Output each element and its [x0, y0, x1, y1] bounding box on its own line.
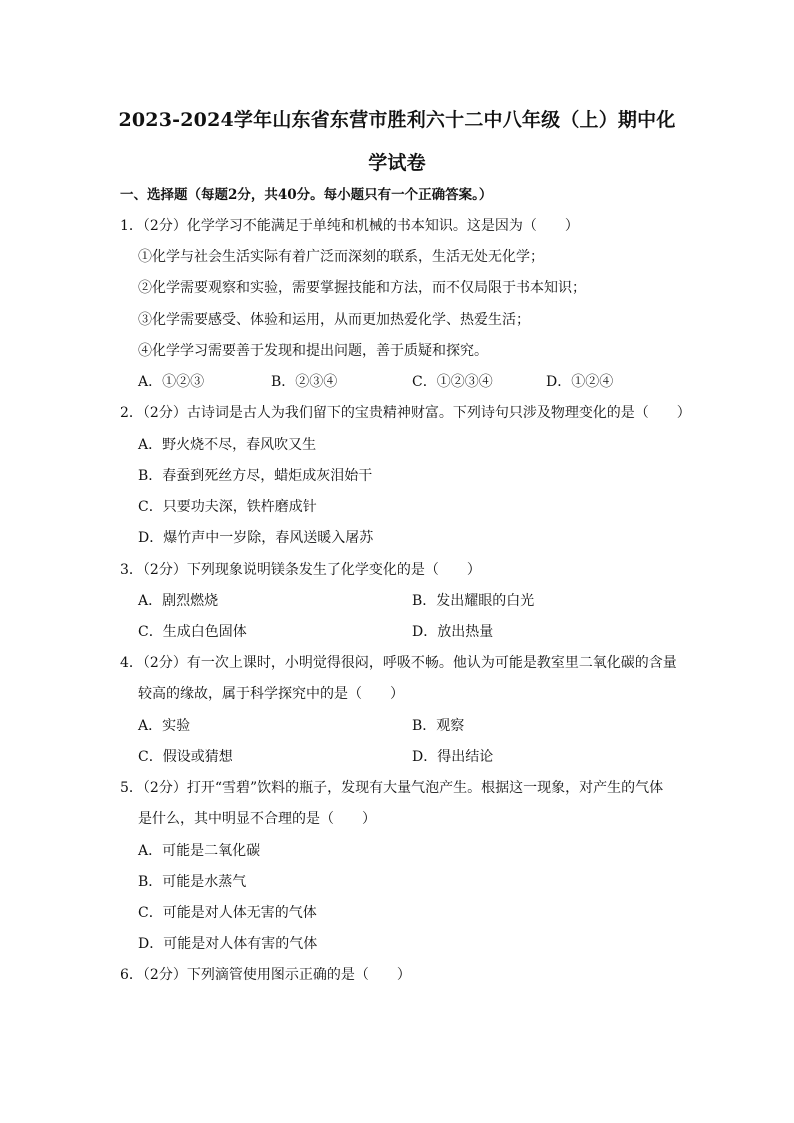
question-3-option-d[interactable]: D．放出热量	[412, 624, 494, 640]
question-1-option-d[interactable]: D．①②④	[546, 374, 614, 390]
question-4-stem-line2: 较高的缘故，属于科学探究中的是（ ）	[138, 686, 404, 702]
question-5-stem-line1: 5．（2分）打开“雪碧”饮料的瓶子，发现有大量气泡产生。根据这一现象，对产生的气体	[120, 780, 664, 796]
question-1-option-b[interactable]: B．②③④	[271, 374, 338, 390]
section-heading: 一、选择题（每题2分，共40分。每小题只有一个正确答案。）	[120, 187, 493, 203]
question-1-statement-1: ①化学与社会生活实际有着广泛而深刻的联系，生活无处无化学；	[138, 249, 544, 265]
exam-title-line2: 学试卷	[368, 152, 426, 174]
question-2-option-c[interactable]: C．只要功夫深，铁杵磨成针	[138, 499, 317, 515]
question-4-option-b[interactable]: B．观察	[412, 718, 465, 734]
question-2-option-b[interactable]: B．春蚕到死丝方尽，蜡炬成灰泪始干	[138, 468, 373, 484]
question-4-stem-line1: 4．（2分）有一次上课时，小明觉得很闷，呼吸不畅。他认为可能是教室里二氧化碳的含量	[120, 655, 677, 671]
question-4-option-d[interactable]: D．得出结论	[412, 749, 494, 765]
question-2-option-a[interactable]: A．野火烧不尽，春风吹又生	[138, 437, 317, 453]
question-1-stem: 1．（2分）化学学习不能满足于单纯和机械的书本知识。这是因为（ ）	[120, 218, 579, 234]
question-2-option-d[interactable]: D．爆竹声中一岁除，春风送暖入屠苏	[138, 530, 374, 546]
question-5-option-b[interactable]: B．可能是水蒸气	[138, 874, 247, 890]
exam-title-line1: 2023-2024学年山东省东营市胜利六十二中八年级（上）期中化	[118, 109, 676, 131]
question-1-statement-2: ②化学需要观察和实验，需要掌握技能和方法，而不仅局限于书本知识；	[138, 280, 586, 296]
question-1-option-a[interactable]: A．①②③	[138, 374, 205, 390]
question-1-statement-3: ③化学需要感受、体验和运用，从而更加热爱化学、热爱生活；	[138, 312, 530, 328]
question-4-option-a[interactable]: A．实验	[138, 718, 191, 734]
question-5-option-d[interactable]: D．可能是对人体有害的气体	[138, 936, 318, 952]
question-3-option-b[interactable]: B．发出耀眼的白光	[412, 593, 535, 609]
question-3-option-c[interactable]: C．生成白色固体	[138, 624, 247, 640]
question-5-stem-line2: 是什么，其中明显不合理的是（ ）	[138, 811, 376, 827]
question-2-stem: 2．（2分）古诗词是古人为我们留下的宝贵精神财富。下列诗句只涉及物理变化的是（ ）	[120, 405, 691, 421]
question-6-stem: 6．（2分）下列滴管使用图示正确的是（ ）	[120, 967, 411, 983]
question-5-option-c[interactable]: C．可能是对人体无害的气体	[138, 905, 317, 921]
question-3-stem: 3．（2分）下列现象说明镁条发生了化学变化的是（ ）	[120, 562, 481, 578]
question-3-option-a[interactable]: A．剧烈燃烧	[138, 593, 219, 609]
question-1-option-c[interactable]: C．①②③④	[412, 374, 493, 390]
question-5-option-a[interactable]: A．可能是二氧化碳	[138, 843, 261, 859]
question-1-statement-4: ④化学学习需要善于发现和提出问题，善于质疑和探究。	[138, 343, 488, 359]
question-4-option-c[interactable]: C．假设或猜想	[138, 749, 233, 765]
question-1-options	[0, 373, 794, 393]
